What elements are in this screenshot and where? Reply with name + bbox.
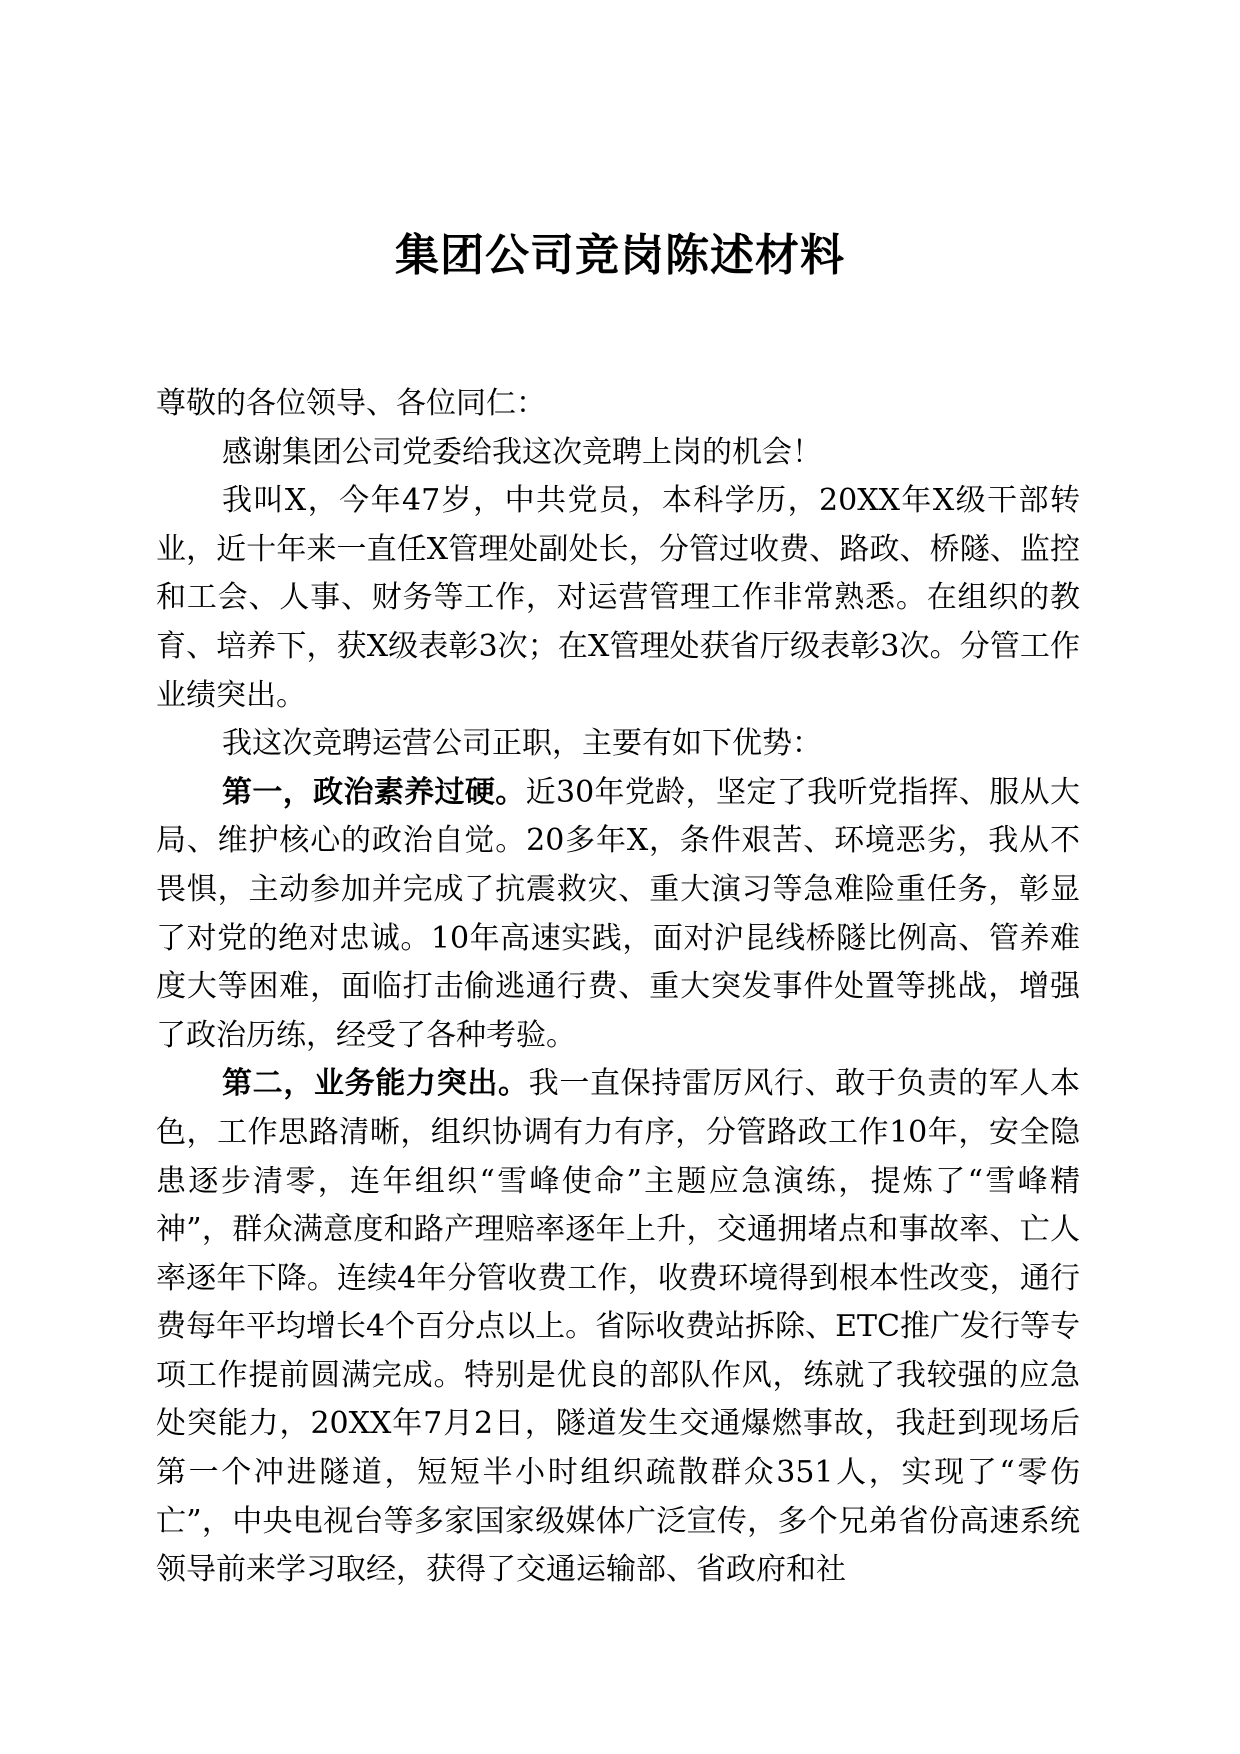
paragraph-political-quality bbox=[156, 769, 1080, 1061]
document-title: 集团公司竞岗陈述材料 bbox=[395, 230, 845, 281]
paragraph-text: 近30年党龄，坚定了我听党指挥、服从大局、维护核心的政治自觉。20多年X，条件艰苦、环境恶劣，我从不畏惧，主动参加并完成了抗震救灾、重大演习等急难险重任务，彰显了对党的绝对忠诚。10年高速实践，面对沪昆线桥隧比例高、管养难度大等困难，面临打击偷逃通行费、重大突发事件处置等挑战，增强了政治历练，经受了各种考验。 bbox=[156, 774, 1080, 1053]
paragraph-lead: 第二，业务能力突出。 bbox=[222, 1066, 529, 1102]
paragraph-text: 我一直保持雷厉风行、敢于负责的军人本色，工作思路清晰，组织协调有力有序，分管路政工作10年，安全隐患逐步清零，连年组织“雪峰使命”主题应急演练，提炼了“雪峰精神”，群众满意度和路产理赔率逐年上升，交通拥堵点和事故率、亡人率逐年下降。连续4年分管收费工作，收费环境得到根本性改变，通行费每年平均增长4个百分点以上。省际收费站拆除、ETC推广发行等专项工作提前圆满完成。特别是优良的部队作风，练就了我较强的应急处突能力，20XX年7月2日，隧道发生交通爆燃事故，我赶到现场后第一个冲进隧道，短短半小时组织疏散群众351人，实现了“零伤亡”，中央电视台等多家国家级媒体广泛宣传，多个兄弟省份高速系统领导前来学习取经，获得了交通运输部、省政府和社 bbox=[156, 1066, 1081, 1588]
paragraph-business-ability bbox=[156, 1060, 1080, 1595]
paragraph-thanks bbox=[156, 429, 1080, 478]
paragraph-text: 感谢集团公司党委给我这次竞聘上岗的机会！ bbox=[222, 434, 822, 470]
salutation: 尊敬的各位领导、各位同仁： bbox=[156, 386, 546, 421]
document-body bbox=[156, 380, 1080, 1595]
paragraph-advantages-intro bbox=[156, 720, 1080, 769]
paragraph-self-introduction bbox=[156, 477, 1080, 720]
paragraph-text: 我叫X，今年47岁，中共党员，本科学历，20XX年X级干部转业，近十年来一直任X管理处副处长，分管过收费、路政、桥隧、监控和工会、人事、财务等工作，对运营管理工作非常熟悉。在组织的教育、培养下，获X级表彰3次；在X管理处获省厅级表彰3次。分管工作业绩突出。 bbox=[156, 483, 1080, 713]
paragraph-lead: 第一，政治素养过硬。 bbox=[222, 774, 526, 810]
paragraph-text: 我这次竞聘运营公司正职，主要有如下优势： bbox=[222, 726, 822, 762]
